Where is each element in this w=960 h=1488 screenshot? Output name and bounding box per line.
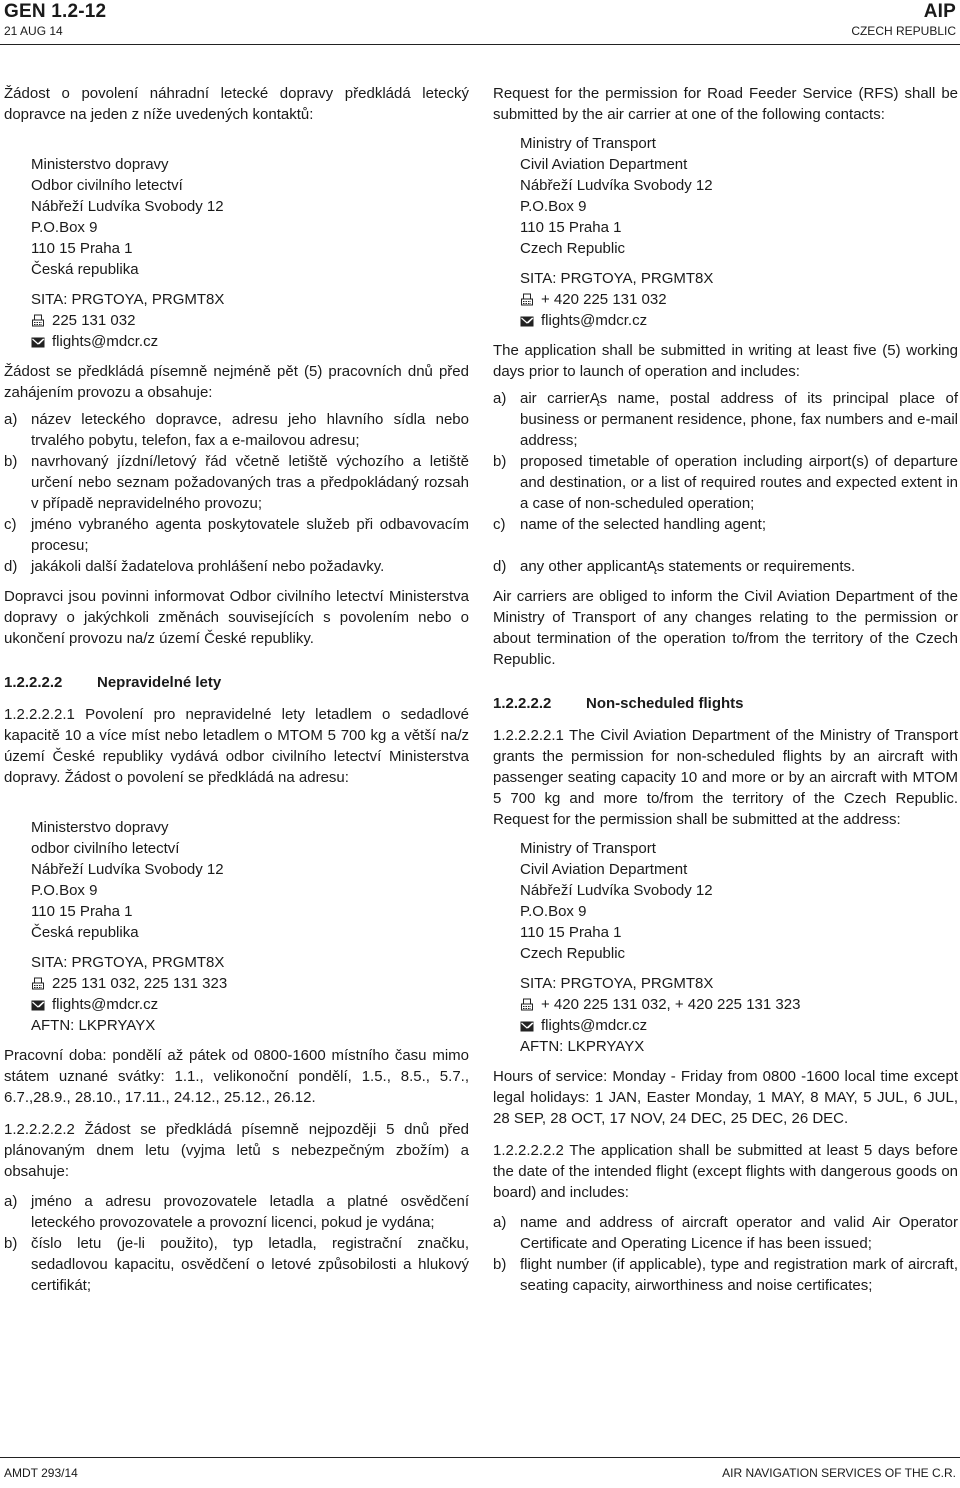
paragraph-1-2-2-2-2-1: 1.2.2.2.2.1 Povolení pro nepravidelné lety letadlem o sedadlové kapacitě 10 a více míst nebo letadlem o MTOM 5 700 kg a větší na/z území České republiky vydává odbor civilního letectví Ministerstva dopravy. Žádost o povolení se předkládá na adresu: bbox=[4, 706, 469, 786]
header-right bbox=[851, 2, 956, 40]
email-icon bbox=[520, 1019, 534, 1033]
inform-paragraph: Dopravci jsou povinni informovat Odbor civilního letectví Ministerstva dopravy o jakýchkoli změnách souvisejících s povolením nebo o ukončení provozu na/z území České republiky. bbox=[4, 588, 469, 647]
paragraph-1-2-2-2-2-1: 1.2.2.2.2.1 The Civil Aviation Department of the Ministry of Transport grants the permission for non-scheduled flights by an aircraft with passenger seating capacity 10 and more or by an aircraft with MTOM 5 700 kg and more to/from the territory of the Czech Republic. Request for the permission shall be submitted at the address: bbox=[493, 727, 958, 828]
contact-block bbox=[31, 952, 469, 1036]
address-line: Nábřeží Ludvíka Svobody 12 bbox=[520, 882, 713, 899]
fax-icon bbox=[31, 314, 45, 328]
sita-line: SITA: PRGTOYA, PRGMT8X bbox=[31, 954, 225, 971]
czech-column bbox=[4, 83, 469, 1296]
address-line: 110 15 Praha 1 bbox=[520, 219, 622, 236]
english-column bbox=[493, 83, 958, 1296]
list-item: a) jméno a adresu provozovatele letadla a platné osvědčení leteckého provozovatele a provozní licenci, pokud je vydána; bbox=[4, 1193, 469, 1231]
list-item: c) jméno vybraného agenta poskytovatele služeb při odbavovacím procesu; bbox=[4, 516, 469, 554]
intro-paragraph: Request for the permission for Road Feeder Service (RFS) shall be submitted by the air carrier at one of the following contacts: bbox=[493, 85, 958, 123]
email-icon bbox=[31, 998, 45, 1012]
page-number: GEN 1.2-12 bbox=[4, 1, 107, 22]
sita-line: SITA: PRGTOYA, PRGMT8X bbox=[31, 291, 225, 308]
list-item: c) name of the selected handling agent; bbox=[493, 516, 767, 533]
section-heading bbox=[4, 672, 469, 693]
paragraph-1-2-2-2-2-2: 1.2.2.2.2.2 Žádost se předkládá písemně nejpozději 5 dnů před plánovaným dnem letu (vyjma letů s nebezpečným zbožím) a obsahuje: bbox=[4, 1121, 469, 1180]
submission-paragraph: Žádost se předkládá písemně nejméně pět (5) pracovních dnů před zahájením provozu a obsahuje: bbox=[4, 363, 469, 401]
address-line: odbor civilního letectví bbox=[31, 840, 180, 857]
email-icon bbox=[520, 314, 534, 328]
email-address[interactable]: flights@mdcr.cz bbox=[541, 312, 648, 329]
page-header bbox=[0, 0, 960, 70]
address-line: P.O.Box 9 bbox=[520, 198, 587, 215]
list-item: d) jakákoli další žadatelova prohlášení nebo požadavky. bbox=[4, 558, 385, 575]
address-block bbox=[520, 133, 958, 259]
list-item: b) flight number (if applicable), type and registration mark of aircraft, seating capacity, airworthiness and noise certificates; bbox=[493, 1256, 958, 1294]
list-item: b) proposed timetable of operation including airport(s) of departure and destination, or a list of required routes and expected extent in a case of non-scheduled operation; bbox=[493, 453, 958, 512]
email-address[interactable]: flights@mdcr.cz bbox=[52, 996, 159, 1013]
section-number: 1.2.2.2.2 bbox=[493, 695, 552, 712]
section-heading bbox=[493, 693, 958, 714]
address-line: Ministry of Transport bbox=[520, 135, 656, 152]
publisher-name: AIR NAVIGATION SERVICES OF THE C.R. bbox=[722, 1466, 956, 1480]
list-item: d) any other applicantĄs statements or requirements. bbox=[493, 558, 856, 575]
address-line: P.O.Box 9 bbox=[31, 219, 98, 236]
address-line: 110 15 Praha 1 bbox=[31, 903, 133, 920]
inform-paragraph: Air carriers are obliged to inform the Civil Aviation Department of the Ministry of Transport of any changes relating to the permission or about termination of the operation to/from the territory of the Czech Republic. bbox=[493, 588, 958, 668]
section-title: Nepravidelné lety bbox=[97, 674, 222, 691]
address-line: Czech Republic bbox=[520, 240, 626, 257]
hours-paragraph: Hours of service: Monday - Friday from 0800 -1600 local time except legal holidays: 1 JAN, Easter Monday, 1 MAY, 8 MAY, 5 JUL, 6 JUL, 28 SEP, 28 OCT, 17 NOV, 24 DEC, 25 DEC, 26 DEC. bbox=[493, 1068, 958, 1127]
email-line bbox=[31, 331, 469, 352]
address-line: P.O.Box 9 bbox=[31, 882, 98, 899]
address-line: Odbor civilního letectví bbox=[31, 177, 183, 194]
email-line bbox=[520, 1015, 958, 1036]
fax-number: + 420 225 131 032 bbox=[541, 291, 667, 308]
fax-line bbox=[31, 973, 469, 994]
list-item: b) číslo letu (je-li použito), typ letadla, registrační značku, sedadlovou kapacitu, osvědčení o letové způsobilosti a hlukový certifikát; bbox=[4, 1235, 469, 1294]
email-line bbox=[520, 310, 958, 331]
address-line: Ministerstvo dopravy bbox=[31, 819, 169, 836]
requirements-list bbox=[4, 409, 469, 577]
publication-title: AIP bbox=[923, 1, 956, 22]
fax-icon bbox=[31, 977, 45, 991]
email-address[interactable]: flights@mdcr.cz bbox=[541, 1017, 648, 1034]
amendment-number: AMDT 293/14 bbox=[4, 1466, 78, 1480]
address-line: P.O.Box 9 bbox=[520, 903, 587, 920]
header-rule bbox=[0, 44, 960, 45]
email-line bbox=[31, 994, 469, 1015]
fax-line bbox=[520, 994, 958, 1015]
list-item: a) název leteckého dopravce, adresu jeho hlavního sídla nebo trvalého pobytu, telefon, fax a e-mailovou adresu; bbox=[4, 411, 469, 449]
publication-country: CZECH REPUBLIC bbox=[851, 24, 956, 38]
fax-icon bbox=[520, 998, 534, 1012]
address-line: 110 15 Praha 1 bbox=[31, 240, 133, 257]
intro-paragraph: Žádost o povolení náhradní letecké dopravy předkládá letecký dopravce na jeden z níže uvedených kontaktů: bbox=[4, 85, 469, 123]
fax-number: + 420 225 131 032, + 420 225 131 323 bbox=[541, 996, 801, 1013]
email-address[interactable]: flights@mdcr.cz bbox=[52, 333, 159, 350]
contact-block bbox=[31, 289, 469, 352]
address-line: Civil Aviation Department bbox=[520, 861, 688, 878]
fax-line bbox=[31, 310, 469, 331]
hours-paragraph: Pracovní doba: pondělí až pátek od 0800-1600 místního času mimo státem uznané svátky: 1.1., velikonoční pondělí, 1.5., 8.5., 5.7., 6.7.,28.9., 28.10., 17.11., 24.12., 25.12., 26.12. bbox=[4, 1047, 469, 1106]
list-item: a) name and address of aircraft operator and valid Air Operator Certificate and Operating Licence if has been issued; bbox=[493, 1214, 958, 1252]
aftn-line: AFTN: LKPRYAYX bbox=[520, 1038, 645, 1055]
sita-line: SITA: PRGTOYA, PRGMT8X bbox=[520, 270, 714, 287]
address-line: Česká republika bbox=[31, 924, 139, 941]
submission-paragraph: The application shall be submitted in writing at least five (5) working days prior to launch of operation and includes: bbox=[493, 342, 958, 380]
requirements-list bbox=[493, 388, 958, 577]
address-line: 110 15 Praha 1 bbox=[520, 924, 622, 941]
list-item: b) navrhovaný jízdní/letový řád včetně letiště výchozího a letiště určení nebo seznam požadovaných tras a předpokládaný rozsah v případě nepravidelného provozu; bbox=[4, 453, 469, 512]
section-number: 1.2.2.2.2 bbox=[4, 674, 63, 691]
address-line: Nábřeží Ludvíka Svobody 12 bbox=[520, 177, 713, 194]
address-line: Czech Republic bbox=[520, 945, 626, 962]
sita-line: SITA: PRGTOYA, PRGMT8X bbox=[520, 975, 714, 992]
requirements-list bbox=[493, 1212, 958, 1296]
fax-icon bbox=[520, 293, 534, 307]
address-line: Civil Aviation Department bbox=[520, 156, 688, 173]
address-line: Nábřeží Ludvíka Svobody 12 bbox=[31, 861, 224, 878]
address-line: Česká republika bbox=[31, 261, 139, 278]
section-title: Non-scheduled flights bbox=[586, 695, 744, 712]
email-icon bbox=[31, 335, 45, 349]
address-line: Nábřeží Ludvíka Svobody 12 bbox=[31, 198, 224, 215]
publication-date: 21 AUG 14 bbox=[4, 24, 63, 38]
fax-line bbox=[520, 289, 958, 310]
page-footer bbox=[0, 1455, 960, 1488]
fax-number: 225 131 032 bbox=[52, 312, 136, 329]
aftn-line: AFTN: LKPRYAYX bbox=[31, 1017, 156, 1034]
address-block bbox=[520, 838, 958, 964]
address-line: Ministerstvo dopravy bbox=[31, 156, 169, 173]
address-block bbox=[31, 817, 469, 943]
list-item: a) air carrierĄs name, postal address of its principal place of business or permanent residence, phone, fax numbers and e-mail address; bbox=[493, 390, 958, 449]
header-left bbox=[4, 2, 106, 40]
requirements-list bbox=[4, 1191, 469, 1296]
paragraph-1-2-2-2-2-2: 1.2.2.2.2.2 The application shall be submitted at least 5 days before the date of the intended flight (except flights with dangerous goods on board) and includes: bbox=[493, 1142, 958, 1201]
address-block bbox=[31, 154, 469, 280]
contact-block bbox=[520, 973, 958, 1057]
contact-block bbox=[520, 268, 958, 331]
fax-number: 225 131 032, 225 131 323 bbox=[52, 975, 228, 992]
address-line: Ministry of Transport bbox=[520, 840, 656, 857]
